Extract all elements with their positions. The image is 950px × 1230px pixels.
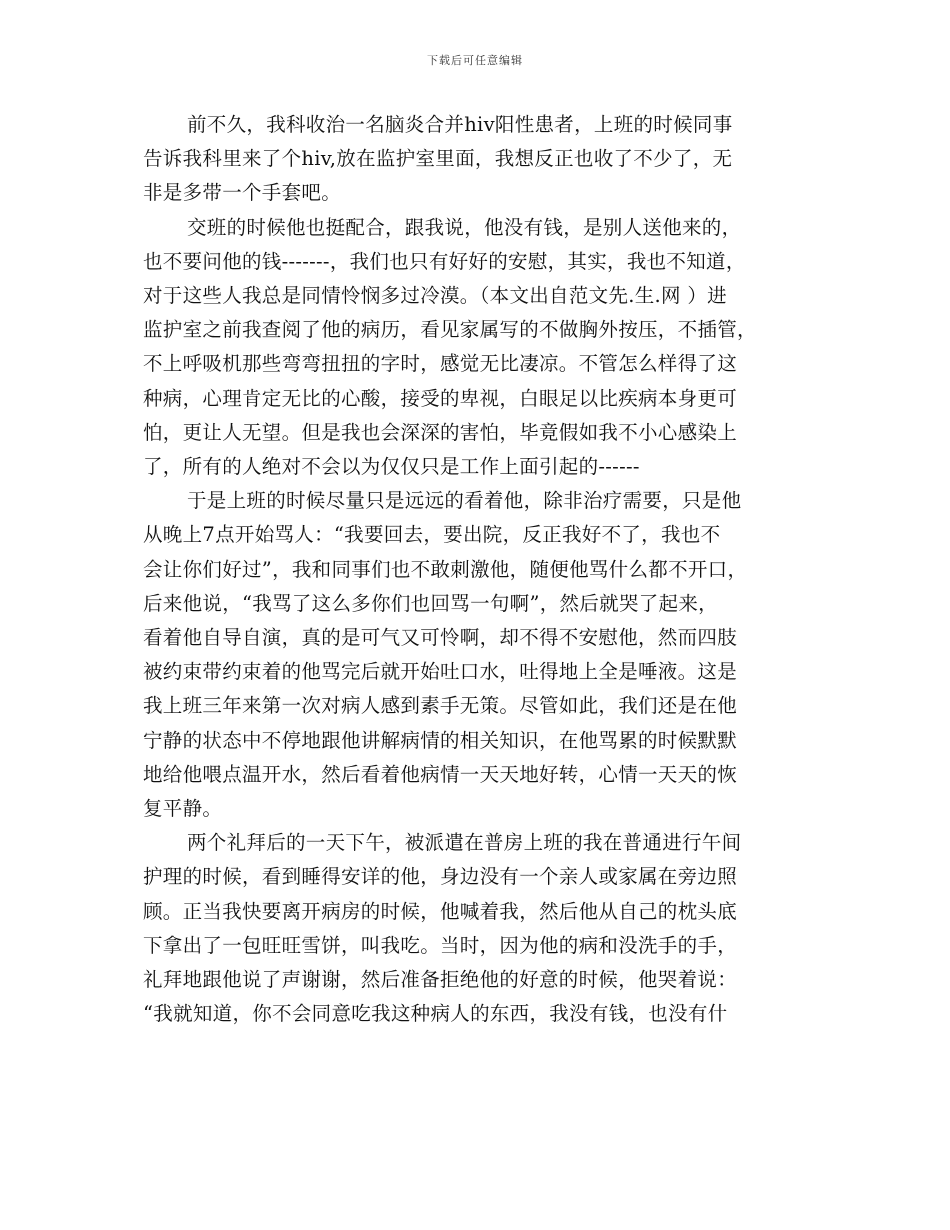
paragraph-2 [143,211,807,485]
text-line: 也不要问他的钱-------，我们也只有好好的安慰，其实，我也不知道， [143,249,746,273]
text-line: 会让你们好过”，我和同事们也不敢刺激他，随便他骂什么都不开口， [143,557,748,581]
text-line: 我上班三年来第一次对病人感到素手无策。尽管如此，我们还是在他 [143,694,738,718]
text-line: 种病，心理肯定无比的心酸，接受的卑视，白眼足以比疾病本身更可 [143,386,738,410]
text-line: 地给他喂点温开水，然后看着他病情一天天地好转，心情一天天的恢 [143,762,738,786]
page-header: 下载后可任意编辑 [427,54,523,67]
paragraph-4 [143,826,807,1031]
text-line: 怕，更让人无望。但是我也会深深的害怕，毕竟假如我不小心感染上 [143,420,738,444]
text-line: 下拿出了一包旺旺雪饼，叫我吃。当时，因为他的病和没洗手的手， [143,933,738,957]
text-line: 监护室之前我查阅了他的病历，看见家属写的不做胸外按压，不插管， [143,318,757,342]
text-line: 非是多带一个手套吧。 [143,181,342,205]
text-line: 不上呼吸机那些弯弯扭扭的字时，感觉无比凄凉。不管怎么样得了这 [143,352,738,376]
text-line: 告诉我科里来了个hiv,放在监护室里面，我想反正也收了不少了，无 [143,147,733,171]
text-line: 交班的时候他也挺配合，跟我说，他没有钱，是别人送他来的， [187,215,742,239]
text-line: 前不久，我科收治一名脑炎合并hiv阳性患者，上班的时候同事 [187,113,733,136]
text-line: “我就知道，你不会同意吃我这种病人的东西，我没有钱，也没有什 [143,1002,728,1026]
text-line: 看着他自导自演，真的是可气又可怜啊，却不得不安慰他，然而四肢 [143,626,738,650]
text-line: 礼拜地跟他说了声谢谢，然后准备拒绝他的好意的时候，他哭着说： [143,968,738,992]
document-body [143,108,807,1031]
text-line: 从晚上7点开始骂人：“我要回去，要出院，反正我好不了，我也不 [143,523,721,547]
text-line: 复平静。 [143,797,223,821]
paragraph-1 [143,108,807,211]
paragraph-3 [143,484,807,826]
text-line: 两个礼拜后的一天下午，被派遣在普房上班的我在普通进行午间 [187,831,742,855]
text-line: 被约束带约束着的他骂完后就开始吐口水，吐得地上全是唾液。这是 [143,660,738,684]
text-line: 顾。正当我快要离开病房的时候，他喊着我，然后他从自己的枕头底 [143,899,738,923]
text-line: 宁静的状态中不停地跟他讲解病情的相关知识，在他骂累的时候默默 [143,728,738,752]
text-line: 了，所有的人绝对不会以为仅仅只是工作上面引起的------ [143,455,640,479]
text-line: 护理的时候，看到睡得安详的他，身边没有一个亲人或家属在旁边照 [143,865,738,889]
text-line: 对于这些人我总是同情怜悯多过冷漠。（本文出自范文先.生.网 ）进 [143,284,727,308]
text-line: 后来他说，“我骂了这么多你们也回骂一句啊”，然后就哭了起来， [143,591,718,615]
text-line: 于是上班的时候尽量只是远远的看着他，除非治疗需要，只是他 [187,489,742,513]
